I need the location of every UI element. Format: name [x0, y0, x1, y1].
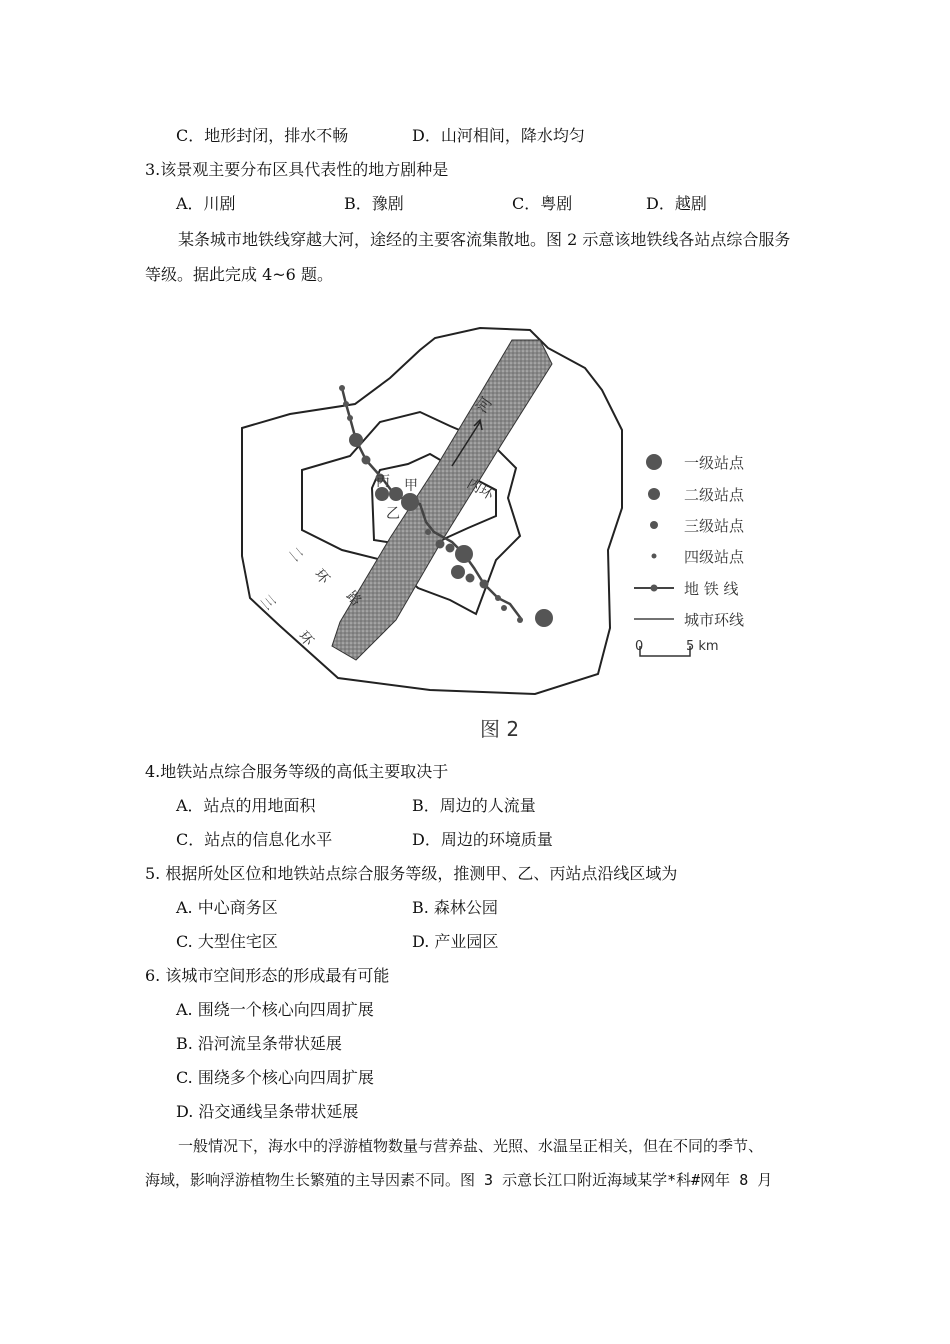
intro-4-6-line1: 某条城市地铁线穿越大河，途经的主要客流集散地。图 2 示意该地铁线各站点综合服务 — [178, 230, 791, 249]
legend-subway: 地 铁 线 — [684, 580, 739, 598]
station-level4 — [343, 401, 349, 407]
second-ring-char-2: 环 — [310, 566, 333, 588]
legend-level2: 二级站点 — [684, 486, 745, 504]
q4-option-b: B．周边的人流量 — [412, 796, 536, 815]
intro-4-6-line2: 等级。据此完成 4~6 题。 — [145, 265, 333, 284]
q6-option-a: A. 围绕一个核心向四周扩展 — [176, 1000, 374, 1019]
q5-stem: 5. 根据所处区位和地铁站点综合服务等级，推测甲、乙、丙站点沿线区域为 — [145, 864, 678, 883]
q3-option-c: C．粤剧 — [512, 194, 573, 213]
scale-bar — [640, 646, 690, 656]
legend-ring-road: 城市环线 — [684, 611, 745, 629]
q5-option-c: C. 大型住宅区 — [176, 932, 278, 951]
q6-option-d: D. 沿交通线呈条带状延展 — [176, 1102, 359, 1121]
legend-level3-symbol — [650, 521, 658, 529]
station-level1 — [455, 545, 473, 563]
station-level4 — [495, 595, 501, 601]
station-label-jia: 甲 — [404, 478, 418, 494]
station-level4 — [339, 385, 345, 391]
station-level2 — [389, 487, 403, 501]
river — [332, 340, 552, 660]
legend-level4: 四级站点 — [684, 548, 745, 566]
q4-option-c: C．站点的信息化水平 — [176, 830, 333, 849]
intro-next-line2: 海域，影响浮游植物生长繁殖的主导因素不同。图 3 示意长江口附近海域某学*科#网年 8 月 — [145, 1171, 773, 1189]
figure-2-subway-map — [230, 318, 770, 750]
q6-option-b: B. 沿河流呈条带状延展 — [176, 1034, 342, 1053]
third-ring-char-1: 三 — [256, 592, 279, 614]
q3-option-d: D．越剧 — [646, 194, 707, 213]
station-level3 — [362, 456, 371, 465]
legend — [634, 454, 745, 656]
station-level1 — [535, 609, 553, 627]
station-level4 — [501, 605, 507, 611]
inner-ring-label: 内环 — [464, 475, 497, 504]
q2-option-c: C．地形封闭，排水不畅 — [176, 126, 349, 145]
q5-option-a: A. 中心商务区 — [176, 898, 278, 917]
station-level4 — [347, 415, 353, 421]
scale-zero: 0 — [635, 639, 644, 654]
station-level4 — [517, 617, 523, 623]
intro-next-line1: 一般情况下，海水中的浮游植物数量与营养盐、光照、水温呈正相关，但在不同的季节、 — [178, 1137, 764, 1155]
station-level1 — [401, 493, 419, 511]
legend-level3: 三级站点 — [684, 517, 745, 535]
q3-stem: 3.该景观主要分布区具代表性的地方剧种是 — [145, 160, 449, 179]
q6-stem: 6. 该城市空间形态的形成最有可能 — [145, 966, 390, 985]
q2-option-d: D．山河相间，降水均匀 — [412, 126, 585, 145]
legend-level4-symbol — [652, 554, 657, 559]
station-level4 — [425, 529, 431, 535]
second-ring-char-3: 路 — [342, 588, 365, 610]
station-level2 — [349, 433, 363, 447]
legend-level1-symbol — [646, 454, 662, 470]
station-level3 — [466, 574, 475, 583]
q6-option-c: C. 围绕多个核心向四周扩展 — [176, 1068, 374, 1087]
station-level3 — [480, 580, 489, 589]
legend-level2-symbol — [648, 488, 660, 500]
station-level3 — [436, 540, 445, 549]
scale-five: 5 km — [686, 639, 719, 654]
second-ring-char-1: 二 — [284, 544, 307, 566]
q5-option-d: D. 产业园区 — [412, 932, 499, 951]
station-label-bing: 丙 — [376, 474, 390, 490]
q4-option-d: D．周边的环境质量 — [412, 830, 553, 849]
legend-level1: 一级站点 — [684, 454, 745, 472]
q5-option-b: B. 森林公园 — [412, 898, 498, 917]
station-label-yi: 乙 — [386, 506, 400, 522]
figure-caption: 图 2 — [480, 717, 520, 741]
river-label: 河 — [472, 393, 496, 417]
q3-option-b: B．豫剧 — [344, 194, 404, 213]
third-ring-char-2: 环 — [294, 628, 317, 650]
q4-option-a: A．站点的用地面积 — [176, 796, 316, 815]
station-level2 — [451, 565, 465, 579]
q4-stem: 4.地铁站点综合服务等级的高低主要取决于 — [145, 762, 449, 781]
station-level3 — [446, 544, 455, 553]
q3-option-a: A．川剧 — [176, 194, 236, 213]
